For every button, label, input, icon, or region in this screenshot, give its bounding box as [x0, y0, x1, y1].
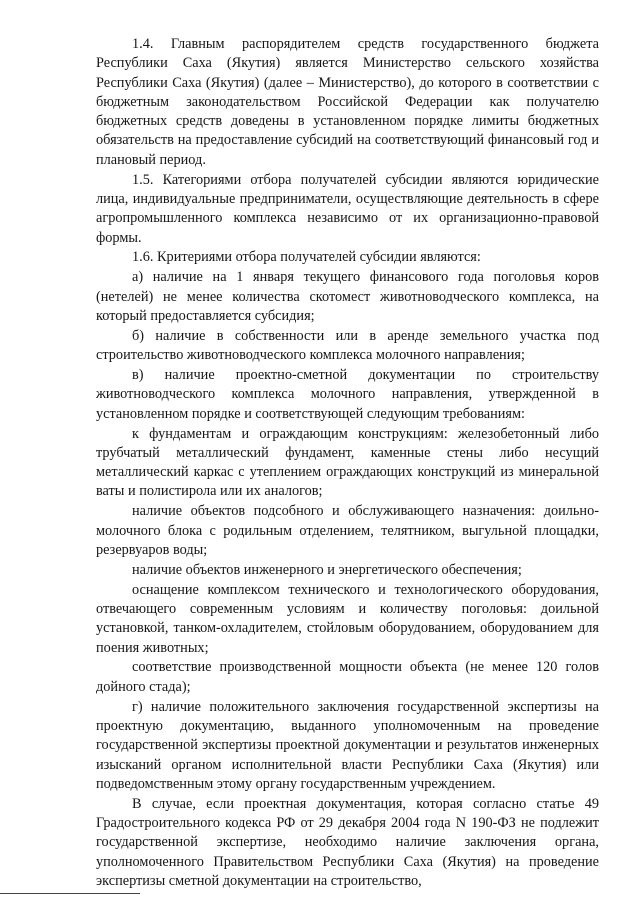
criterion-b: б) наличие в собственности или в аренде земельного участка под строительство животноводческого комплекса молочного направления; — [96, 327, 599, 364]
requirement-engineering: наличие объектов инженерного и энергетического обеспечения; — [132, 561, 522, 578]
paragraph-1-4: 1.4. Главным распорядителем средств государственного бюджета Республики Саха (Якутия) является Министерство сельского хозяйства Республики Саха (Якутия) (далее – Министерство), до которого в соответствии с бюджетным законодательством Российской Федерации как получателю бюджетных средств доведены в установленном порядке лимиты бюджетных обязательств на предоставление субсидий на соответствующий финансовый год и плановый период. — [96, 36, 599, 168]
criterion-a: а) наличие на 1 января текущего финансового года поголовья коров (нетелей) не менее количества скотомест животноводческого комплекса, на который предоставляется субсидия; — [96, 269, 599, 324]
requirement-auxiliary-objects: наличие объектов подсобного и обслуживающего назначения: доильно-молочного блока с родильным отделением, телятником, выгульной площадки, резервуаров воды; — [96, 503, 599, 558]
requirement-capacity: соответствие производственной мощности объекта (не менее 120 голов дойного стада); — [96, 659, 599, 695]
paragraph-1-5: 1.5. Категориями отбора получателей субсидии являются юридические лица, индивидуальные предприниматели, осуществляющие деятельность в сфере агропромышленного комплекса независимо от их организационно-правовой формы. — [96, 171, 599, 246]
footnote-divider — [0, 893, 140, 894]
criterion-v: в) наличие проектно-сметной документации по строительству животноводческого комплекса молочного направления, утвержденной в установленном порядке и соответствующей следующим требованиям: — [96, 367, 599, 422]
criterion-g: г) наличие положительного заключения государственной экспертизы на проектную документацию, выданного уполномоченным на проведение государственной экспертизы проектной документации и результатов инженерных изысканий органом исполнительной власти Республики Саха (Якутия) или подведомственным этому органу государственным учреждением. — [96, 698, 599, 792]
document-body — [96, 35, 599, 891]
requirement-foundations: к фундаментам и ограждающим конструкциям: железобетонный либо трубчатый металлический фундамент, каменные стены либо несущий металлический каркас с утеплением ограждающих конструкций из минеральной ваты и полистирола или их аналогов; — [96, 425, 599, 500]
requirement-equipment: оснащение комплексом технического и технологического оборудования, отвечающего современным условиям и количеству поголовья: доильной установкой, танком-охладителем, стойловым оборудованием, оборудованием для поения животных; — [96, 581, 599, 656]
paragraph-1-6: 1.6. Критериями отбора получателей субсидии являются: — [132, 249, 481, 266]
paragraph-exception: В случае, если проектная документация, которая согласно статье 49 Градостроительного кодекса РФ от 29 декабря 2004 года N 190-ФЗ не подлежит государственной экспертизе, необходимо наличие заключения органа, уполномоченного Правительством Республики Саха (Якутия) на проведение экспертизы сметной документации на строительство, — [96, 795, 599, 889]
